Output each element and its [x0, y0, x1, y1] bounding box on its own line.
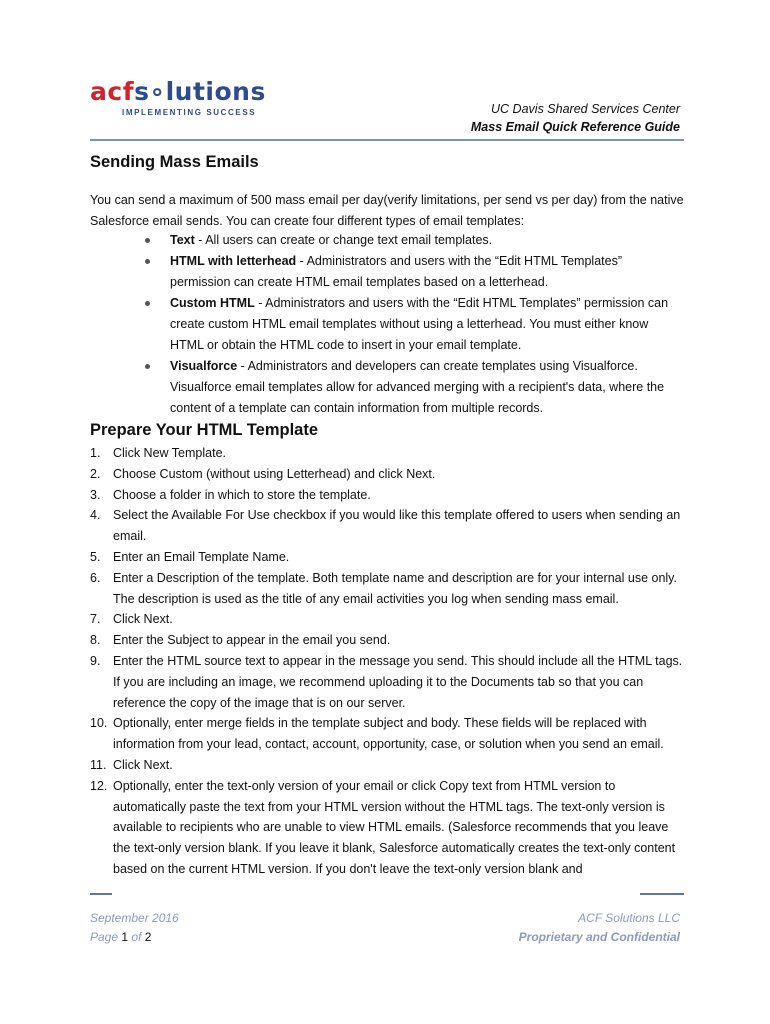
list-item [90, 630, 685, 651]
footer-company: ACF Solutions LLC [578, 911, 680, 925]
step-text: Choose Custom (without using Letterhead) and click Next. [113, 466, 436, 481]
step-number: 8. [90, 633, 101, 648]
step-text: Optionally, enter merge fields in the template subject and body. These fields will be replaced with information from your lead, contact, account, opportunity, case, or solution when you send an email. [113, 716, 664, 752]
list-item [90, 776, 685, 880]
step-text: Enter a Description of the template. Both template name and description are for your internal use only. The description is used as the title of any email activities you log when sending mass email. [113, 570, 677, 606]
step-number: 11. [90, 757, 107, 772]
bullet-text: - Administrators and users with the “Edit HTML Templates” permission can create HTML email templates based on a letterhead. [170, 254, 622, 289]
section-title-sending: Sending Mass Emails [90, 153, 259, 171]
list-item [90, 505, 685, 547]
page-total: 2 [144, 930, 152, 944]
logo-tagline: IMPLEMENTING SUCCESS [122, 108, 257, 117]
step-number: 3. [90, 487, 101, 502]
page-break-line-right [640, 893, 684, 895]
step-number: 1. [90, 446, 101, 460]
step-text: Choose a folder in which to store the template. [113, 487, 371, 502]
step-text: Enter an Email Template Name. [113, 549, 290, 564]
footer-date: September 2016 [90, 911, 179, 925]
step-number: 7. [90, 612, 101, 627]
footer-page-indicator [90, 928, 179, 947]
step-text: Enter the HTML source text to appear in the message you send. This should include all the HTML tags. If you are including an image, we recommend uploading it to the Documents tab so that you can reference the copy of the image that is on our server. [113, 653, 683, 710]
logo-solutions: s∘lutions [134, 77, 266, 106]
logo-wordmark [90, 78, 266, 106]
document-header [471, 100, 680, 136]
of-label: of [128, 930, 145, 944]
footer-left [90, 909, 179, 947]
template-types-list [170, 230, 685, 419]
step-text: Click Next. [113, 757, 173, 772]
step-number: 12. [90, 778, 108, 793]
list-item [170, 356, 685, 419]
bullet-term: HTML with letterhead [170, 254, 297, 268]
page-label: Page [90, 930, 122, 944]
bullet-icon [145, 259, 150, 264]
bullet-icon [145, 364, 150, 369]
step-number: 2. [90, 466, 101, 481]
step-text: Click Next. [113, 612, 173, 627]
section-title-prepare: Prepare Your HTML Template [90, 421, 319, 439]
list-item [170, 230, 685, 251]
bullet-term: Text [170, 233, 195, 247]
list-item [90, 609, 685, 630]
list-item [170, 293, 685, 356]
step-text: Click New Template. [113, 446, 227, 460]
bullet-icon [145, 301, 150, 306]
bullet-term: Visualforce [170, 359, 238, 373]
logo-acf: acf [90, 77, 135, 106]
footer-right [519, 909, 680, 947]
step-number: 5. [90, 549, 101, 564]
list-item [90, 755, 685, 776]
header-org: UC Davis Shared Services Center [491, 102, 680, 116]
bullet-text: - Administrators and developers can create templates using Visualforce. Visualforce email templates allow for advanced merging with a recipient's data, where the content of a template can contain information from multiple records. [170, 359, 665, 415]
footer-confidential: Proprietary and Confidential [518, 930, 680, 944]
page-number: 1 [121, 930, 129, 944]
step-number: 10. [90, 716, 108, 731]
list-item [90, 547, 685, 568]
bullet-term: Custom HTML [170, 296, 255, 310]
step-number: 4. [90, 508, 101, 523]
list-item [90, 443, 685, 464]
list-item [90, 713, 685, 755]
step-text: Optionally, enter the text-only version of your email or click Copy text from HTML version to automatically paste the text from your HTML version without the HTML tags. The text-only version is available to recipients who are unable to view HTML emails. (Salesforce recommends that you leave the text-only version blank. If you leave it blank, Salesforce automatically creates the text-only content based on the current HTML version. If you don't leave the text-only version blank and [113, 778, 676, 876]
bullet-text: - All users can create or change text email templates. [194, 233, 493, 247]
step-text: Select the Available For Use checkbox if you would like this template offered to users when sending an email. [113, 508, 681, 544]
list-item [90, 485, 685, 506]
header-guide-title: Mass Email Quick Reference Guide [470, 120, 680, 134]
header-divider [90, 139, 684, 141]
list-item [90, 568, 685, 610]
step-number: 6. [90, 570, 101, 585]
steps-list [90, 443, 685, 880]
list-item [170, 251, 685, 293]
list-item [90, 464, 685, 485]
step-number: 9. [90, 653, 101, 668]
step-text: Enter the Subject to appear in the email you send. [113, 633, 391, 648]
bullet-text: - Administrators and users with the “Edit HTML Templates” permission can create custom HTML email templates without using a letterhead. You must either know HTML or obtain the HTML code to insert in your email template. [170, 296, 669, 352]
acf-solutions-logo [90, 77, 266, 118]
bullet-icon [145, 238, 150, 243]
page-break-line-left [90, 893, 112, 895]
list-item [90, 651, 685, 713]
intro-paragraph: You can send a maximum of 500 mass email per day(verify limitations, per send vs per day) from the native Salesforce email sends. You can create four different types of email templates: [90, 193, 684, 228]
